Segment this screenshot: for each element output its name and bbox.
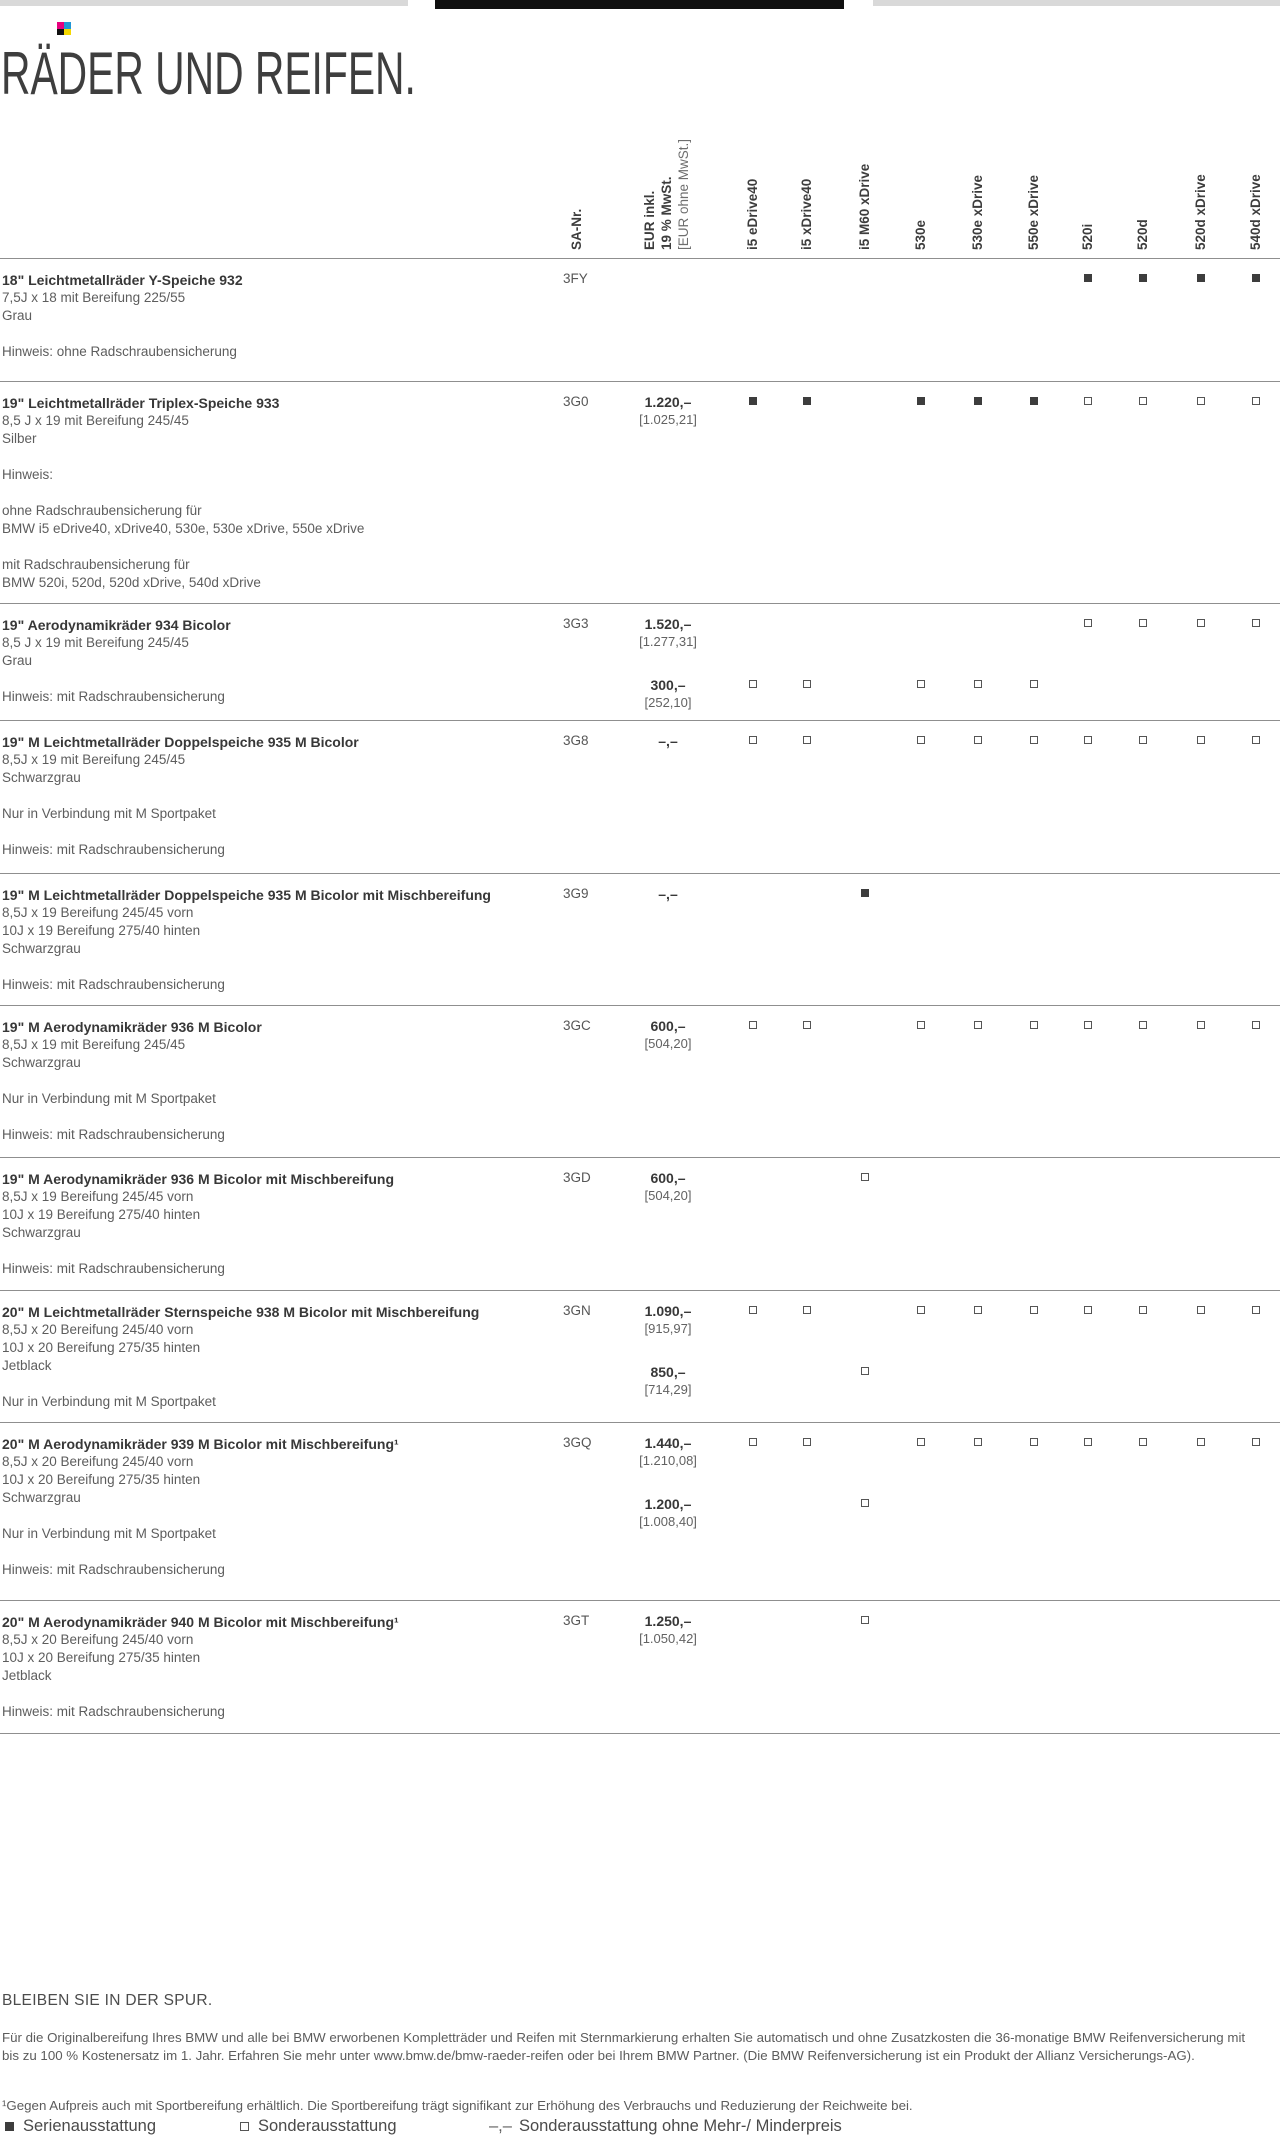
- legend-none-label: Sonderausstattung ohne Mehr-/ Minderpreis: [518, 2117, 842, 2135]
- price-header-net-line: [EUR ohne MwSt.]: [676, 138, 691, 250]
- serienausstattung-mark: [803, 397, 811, 405]
- line-gap: [2, 1242, 558, 1260]
- item-detail-line: Jetblack: [2, 1358, 52, 1373]
- column-header-530e: 530e: [913, 219, 928, 250]
- sonderausstattung-mark: [1139, 1438, 1147, 1446]
- serienausstattung-mark: [917, 397, 925, 405]
- sonderausstattung-mark: [749, 1306, 757, 1314]
- item-detail-line: 8,5J x 20 Bereifung 245/40 vorn: [2, 1632, 194, 1647]
- table-row: [0, 873, 1280, 1005]
- sonderausstattung-mark: [803, 1438, 811, 1446]
- item-title: 19" M Aerodynamikräder 936 M Bicolor: [2, 1019, 262, 1035]
- line-gap: [2, 1375, 558, 1393]
- sonderausstattung-mark: [917, 1021, 925, 1029]
- item-detail-line: Hinweis: mit Radschraubensicherung: [2, 1261, 225, 1276]
- item-detail-line: mit Radschraubensicherung für: [2, 557, 190, 572]
- sonderausstattung-mark: [1084, 397, 1092, 405]
- item-text: [2, 1613, 558, 1721]
- line-gap: [2, 538, 558, 556]
- sonderausstattung-mark: [1084, 1021, 1092, 1029]
- item-detail-line: 10J x 20 Bereifung 275/35 hinten: [2, 1650, 201, 1665]
- item-sa-code: 3GC: [563, 1018, 591, 1033]
- price-net: [1.025,21]: [639, 412, 697, 427]
- sonderausstattung-mark: [1252, 619, 1260, 627]
- price-gross: –,–: [658, 733, 678, 749]
- sonderausstattung-mark: [803, 1021, 811, 1029]
- sonderausstattung-mark: [1139, 1021, 1147, 1029]
- sonderausstattung-mark: [917, 736, 925, 744]
- item-detail-line: Hinweis: mit Radschraubensicherung: [2, 842, 225, 857]
- table-row: [0, 381, 1280, 603]
- item-detail-line: 8,5J x 19 mit Bereifung 245/45: [2, 752, 186, 767]
- sonderausstattung-mark: [803, 736, 811, 744]
- item-sa-code: 3GN: [563, 1303, 591, 1318]
- line-gap: [2, 1543, 558, 1561]
- color-registration-mark-icon: [57, 22, 71, 35]
- item-detail-line: Silber: [2, 431, 37, 446]
- price-gross: –,–: [658, 886, 678, 902]
- price-gross: 1.200,–: [644, 1496, 692, 1512]
- item-detail-line: Grau: [2, 308, 33, 323]
- column-header-520i: 520i: [1080, 223, 1095, 250]
- line-gap: [2, 1108, 558, 1126]
- item-detail-line: Nur in Verbindung mit M Sportpaket: [2, 1526, 216, 1541]
- column-header-sa-nr: SA-Nr.: [569, 208, 584, 250]
- item-detail-line: Nur in Verbindung mit M Sportpaket: [2, 1091, 216, 1106]
- price-net: [714,29]: [644, 1382, 692, 1397]
- item-sa-code: 3GD: [563, 1170, 591, 1185]
- sonderausstattung-mark: [1030, 1438, 1038, 1446]
- item-sa-code: 3GT: [563, 1613, 590, 1628]
- price-gross: 600,–: [650, 1170, 686, 1186]
- item-text: [2, 1170, 558, 1278]
- item-title: 20" M Aerodynamikräder 940 M Bicolor mit Mischbereifung¹: [2, 1614, 399, 1630]
- sonderausstattung-mark: [861, 1499, 869, 1507]
- item-detail-line: Hinweis: mit Radschraubensicherung: [2, 1704, 225, 1719]
- item-detail-line: 10J x 20 Bereifung 275/35 hinten: [2, 1340, 201, 1355]
- price-gross: 850,–: [650, 1364, 686, 1380]
- sonderausstattung-mark: [1030, 1021, 1038, 1029]
- serienausstattung-mark: [974, 397, 982, 405]
- price-net: [252,10]: [644, 695, 692, 710]
- item-detail-line: Grau: [2, 653, 33, 668]
- column-header-i5-m60-xdrive: i5 M60 xDrive: [857, 163, 872, 250]
- sonderausstattung-mark: [1084, 619, 1092, 627]
- sonderausstattung-mark: [1197, 1021, 1205, 1029]
- column-header-520d: 520d: [1135, 219, 1150, 250]
- column-header-520d-xdrive: 520d xDrive: [1193, 174, 1208, 250]
- price-gross: 300,–: [650, 677, 686, 693]
- item-sa-code: 3G8: [563, 733, 589, 748]
- page-title: RÄDER UND REIFEN.: [1, 40, 416, 107]
- line-gap: [2, 787, 558, 805]
- legend: [0, 2117, 1280, 2143]
- top-black-bar: [435, 0, 844, 9]
- item-text: [2, 1303, 558, 1411]
- price-header-line: EUR inkl.: [642, 190, 657, 250]
- serienausstattung-mark: [1139, 274, 1147, 282]
- legend-sonder-label: Sonderausstattung: [258, 2117, 397, 2135]
- price-gross: 1.520,–: [644, 616, 692, 632]
- serienausstattung-mark: [1197, 274, 1205, 282]
- sonderausstattung-mark: [917, 1306, 925, 1314]
- line-gap: [2, 484, 558, 502]
- item-detail-line: 8,5J x 20 Bereifung 245/40 vorn: [2, 1322, 194, 1337]
- sonderausstattung-mark: [974, 1438, 982, 1446]
- item-title: 18" Leichtmetallräder Y-Speiche 932: [2, 272, 243, 288]
- item-detail-line: 8,5 J x 19 mit Bereifung 245/45: [2, 413, 189, 428]
- price-block: [615, 616, 721, 650]
- serienausstattung-mark: [1084, 274, 1092, 282]
- item-title: 19" M Aerodynamikräder 936 M Bicolor mit Mischbereifung: [2, 1171, 394, 1187]
- item-text: [2, 271, 558, 361]
- item-text: [2, 1435, 558, 1579]
- item-sa-code: 3G9: [563, 886, 589, 901]
- item-detail-line: Schwarzgrau: [2, 1490, 81, 1505]
- item-title: 19" Aerodynamikräder 934 Bicolor: [2, 617, 231, 633]
- top-gray-bar-left: [0, 0, 408, 6]
- sonderausstattung-mark: [749, 1021, 757, 1029]
- line-gap: [2, 958, 558, 976]
- item-detail-line: 8,5J x 19 mit Bereifung 245/45: [2, 1037, 186, 1052]
- sonderausstattung-mark: [749, 680, 757, 688]
- column-header-price: [641, 139, 692, 250]
- price-gross: 1.090,–: [644, 1303, 692, 1319]
- sonderausstattung-mark: [1084, 1438, 1092, 1446]
- item-detail-line: Schwarzgrau: [2, 941, 81, 956]
- no-extra-price-symbol: –,–: [489, 2117, 512, 2135]
- sonderausstattung-mark: [1197, 1438, 1205, 1446]
- line-gap: [2, 1685, 558, 1703]
- item-detail-line: BMW i5 eDrive40, xDrive40, 530e, 530e xDrive, 550e xDrive: [2, 521, 365, 536]
- price-net: [1.277,31]: [639, 634, 697, 649]
- price-block: [615, 677, 721, 711]
- item-detail-line: 10J x 20 Bereifung 275/35 hinten: [2, 1472, 201, 1487]
- price-gross: 600,–: [650, 1018, 686, 1034]
- item-title: 20" M Leichtmetallräder Sternspeiche 938 M Bicolor mit Mischbereifung: [2, 1304, 480, 1320]
- legend-sonderausstattung: [240, 2117, 397, 2136]
- item-title: 19" Leichtmetallräder Triplex-Speiche 933: [2, 395, 280, 411]
- price-net: [504,20]: [644, 1188, 692, 1203]
- item-text: [2, 1018, 558, 1144]
- item-title: 19" M Leichtmetallräder Doppelspeiche 935 M Bicolor: [2, 734, 359, 750]
- line-gap: [2, 325, 558, 343]
- sonderausstattung-mark: [1084, 736, 1092, 744]
- legend-serienausstattung: [5, 2117, 156, 2136]
- sonderausstattung-mark: [974, 736, 982, 744]
- item-text: [2, 616, 558, 706]
- item-text: [2, 886, 558, 994]
- column-header-i5-edrive40: i5 eDrive40: [745, 178, 760, 250]
- price-block: [615, 1170, 721, 1204]
- sonderausstattung-mark: [803, 680, 811, 688]
- item-sa-code: 3GQ: [563, 1435, 592, 1450]
- item-detail-line: Hinweis: mit Radschraubensicherung: [2, 689, 225, 704]
- item-detail-line: Hinweis: ohne Radschraubensicherung: [2, 344, 237, 359]
- sonderausstattung-mark: [974, 680, 982, 688]
- sonderausstattung-mark: [1139, 397, 1147, 405]
- item-detail-line: Schwarzgrau: [2, 770, 81, 785]
- table-row: [0, 1157, 1280, 1290]
- price-table: [0, 86, 1280, 1734]
- sonderausstattung-mark: [749, 1438, 757, 1446]
- item-detail-line: BMW 520i, 520d, 520d xDrive, 540d xDrive: [2, 575, 261, 590]
- item-detail-line: 10J x 19 Bereifung 275/40 hinten: [2, 923, 201, 938]
- item-sa-code: 3FY: [563, 271, 588, 286]
- sonderausstattung-mark: [1252, 1021, 1260, 1029]
- price-block: [615, 1496, 721, 1530]
- item-text: [2, 733, 558, 859]
- sonderausstattung-mark: [1084, 1306, 1092, 1314]
- price-block: [615, 1613, 721, 1647]
- legend-no-extra-price: [489, 2117, 842, 2136]
- sonderausstattung-mark: [1030, 1306, 1038, 1314]
- price-net: [504,20]: [644, 1036, 692, 1051]
- sonderausstattung-mark: [1252, 1438, 1260, 1446]
- price-block: [615, 394, 721, 428]
- sonderausstattung-mark: [749, 736, 757, 744]
- price-gross: 1.440,–: [644, 1435, 692, 1451]
- table-row: [0, 603, 1280, 720]
- top-gray-bar-right: [873, 0, 1280, 6]
- item-detail-line: 8,5J x 19 Bereifung 245/45 vorn: [2, 1189, 194, 1204]
- item-detail-line: ohne Radschraubensicherung für: [2, 503, 202, 518]
- price-block: [615, 1018, 721, 1052]
- line-gap: [2, 1507, 558, 1525]
- item-detail-line: Hinweis: mit Radschraubensicherung: [2, 1562, 225, 1577]
- sonderausstattung-mark: [1030, 736, 1038, 744]
- price-net: [1.050,42]: [639, 1631, 697, 1646]
- table-row: [0, 258, 1280, 381]
- item-sa-code: 3G3: [563, 616, 589, 631]
- price-block: [615, 1364, 721, 1398]
- item-detail-line: Nur in Verbindung mit M Sportpaket: [2, 1394, 216, 1409]
- legend-serie-label: Serienausstattung: [23, 2117, 157, 2135]
- price-net: [915,97]: [644, 1321, 692, 1336]
- item-detail-line: Schwarzgrau: [2, 1055, 81, 1070]
- column-header-550e-xdrive: 550e xDrive: [1026, 174, 1041, 250]
- sonderausstattung-mark: [1197, 736, 1205, 744]
- line-gap: [2, 1072, 558, 1090]
- item-title: 20" M Aerodynamikräder 939 M Bicolor mit Mischbereifung¹: [2, 1436, 399, 1452]
- sonderausstattung-mark: [1030, 680, 1038, 688]
- sonderausstattung-mark: [917, 1438, 925, 1446]
- item-detail-line: 8,5J x 20 Bereifung 245/40 vorn: [2, 1454, 194, 1469]
- item-detail-line: Schwarzgrau: [2, 1225, 81, 1240]
- serienausstattung-mark: [1252, 274, 1260, 282]
- price-gross: 1.250,–: [644, 1613, 692, 1629]
- price-block: [615, 1435, 721, 1469]
- sonderausstattung-mark: [917, 680, 925, 688]
- price-block: [615, 886, 721, 903]
- price-net: [1.210,08]: [639, 1453, 697, 1468]
- item-detail-line: Nur in Verbindung mit M Sportpaket: [2, 806, 216, 821]
- item-detail-line: Jetblack: [2, 1668, 52, 1683]
- sonderausstattung-mark: [1252, 397, 1260, 405]
- sonderausstattung-mark: [974, 1306, 982, 1314]
- table-row: [0, 1600, 1280, 1734]
- line-gap: [2, 448, 558, 466]
- sonderausstattung-mark: [861, 1616, 869, 1624]
- table-row: [0, 1290, 1280, 1422]
- sonderausstattung-mark: [1252, 1306, 1260, 1314]
- item-sa-code: 3G0: [563, 394, 589, 409]
- price-block: [615, 1303, 721, 1337]
- sonderausstattung-mark: [974, 1021, 982, 1029]
- item-detail-line: 10J x 19 Bereifung 275/40 hinten: [2, 1207, 201, 1222]
- column-header-i5-xdrive40: i5 xDrive40: [799, 178, 814, 250]
- item-detail-line: Hinweis: mit Radschraubensicherung: [2, 977, 225, 992]
- sonderausstattung-mark: [861, 1367, 869, 1375]
- column-header-530e-xdrive: 530e xDrive: [970, 174, 985, 250]
- table-row: [0, 1422, 1280, 1600]
- sonderausstattung-mark: [1139, 619, 1147, 627]
- line-gap: [2, 670, 558, 688]
- sonderausstattung-mark: [1197, 397, 1205, 405]
- price-gross: 1.220,–: [644, 394, 692, 410]
- item-title: 19" M Leichtmetallräder Doppelspeiche 935 M Bicolor mit Mischbereifung: [2, 887, 491, 903]
- footer-heading: BLEIBEN SIE IN DER SPUR.: [2, 1992, 213, 2009]
- item-detail-line: 8,5J x 19 Bereifung 245/45 vorn: [2, 905, 194, 920]
- table-row: [0, 1005, 1280, 1157]
- price-net: [1.008,40]: [639, 1514, 697, 1529]
- item-text: [2, 394, 558, 592]
- sonderausstattung-mark: [861, 1173, 869, 1181]
- serienausstattung-mark: [1030, 397, 1038, 405]
- price-block: [615, 733, 721, 750]
- footer-paragraph: Für die Originalbereifung Ihres BMW und alle bei BMW erworbenen Kompletträder und Reifen mit Sternmarkierung erhalten Sie automatisch und ohne Zusatzkosten die 36-monatige BMW Reifenversicherung mit bis zu 100 % Kostenersatz im 1. Jahr. Erfahren Sie mehr unter www.bmw.de/bmw-raeder-reifen oder bei Ihrem BMW Partner. (Die BMW Reifenversicherung ist ein Produkt der Allianz Versicherungs-AG).: [2, 2030, 1246, 2063]
- sonderausstattung-mark: [1139, 1306, 1147, 1314]
- price-header-line: 19 % MwSt.: [659, 176, 674, 250]
- serienausstattung-mark: [749, 397, 757, 405]
- footnote: ¹Gegen Aufpreis auch mit Sportbereifung erhältlich. Die Sportbereifung trägt signifikant zur Erhöhung des Verbrauchs und Reduzierung der Reichweite bei.: [2, 2098, 913, 2113]
- column-header-540d-xdrive: 540d xDrive: [1248, 174, 1263, 250]
- serienausstattung-mark: [861, 889, 869, 897]
- item-detail-line: 7,5J x 18 mit Bereifung 225/55: [2, 290, 186, 305]
- line-gap: [2, 823, 558, 841]
- table-header: [0, 86, 1280, 258]
- sonderausstattung-mark: [1252, 736, 1260, 744]
- table-body: [0, 258, 1280, 1734]
- sonderausstattung-mark: [1197, 619, 1205, 627]
- item-detail-line: 8,5 J x 19 mit Bereifung 245/45: [2, 635, 189, 650]
- sonderausstattung-mark: [1197, 1306, 1205, 1314]
- open-square-icon: [240, 2122, 249, 2131]
- item-detail-line: Hinweis: mit Radschraubensicherung: [2, 1127, 225, 1142]
- sonderausstattung-mark: [803, 1306, 811, 1314]
- filled-square-icon: [5, 2122, 14, 2131]
- sonderausstattung-mark: [1139, 736, 1147, 744]
- item-detail-line: Hinweis:: [2, 467, 54, 482]
- table-row: [0, 720, 1280, 873]
